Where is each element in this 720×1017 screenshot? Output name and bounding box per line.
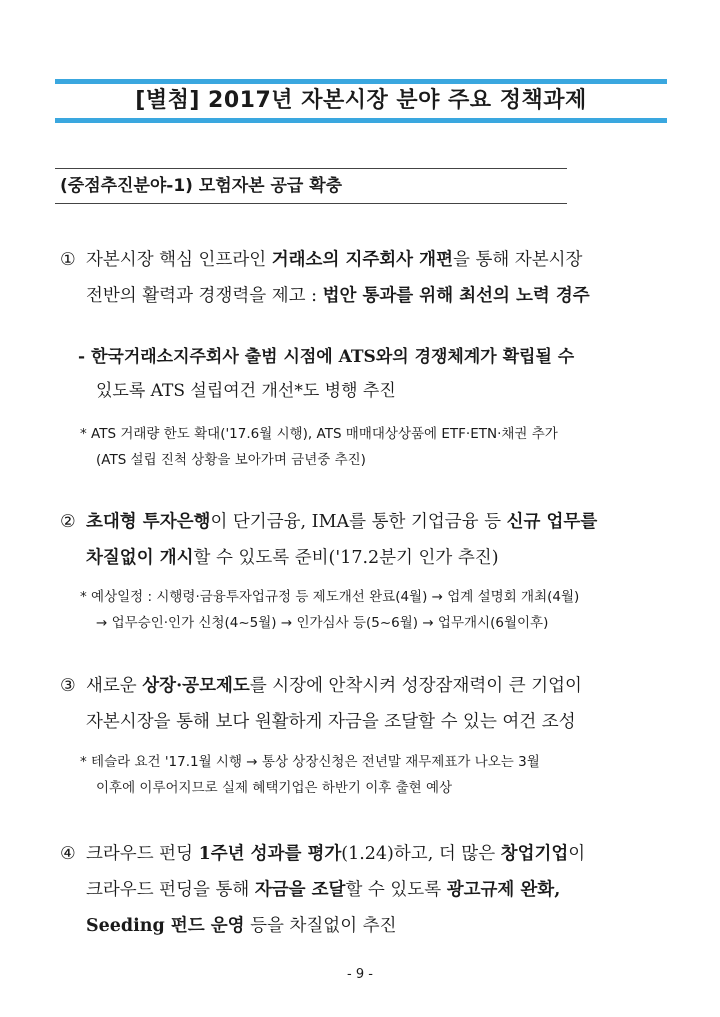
item-4 [60,836,670,944]
item-2-number: ② [60,512,76,532]
item-1-text: 을 통해 자본시장 [452,250,583,270]
item-4-number: ④ [60,844,76,864]
item-4-line-3 [60,908,670,944]
item-2-emphasis: 신규 업무를 [506,512,598,532]
item-1-number: ① [60,250,76,270]
item-3 [60,668,670,740]
item-4-text: 크라우드 펀딩 [86,844,199,864]
item-3-number: ③ [60,676,76,696]
item-3-note-line-2: 이후에 이루어지므로 실제 혜택기업은 하반기 이후 출현 예상 [96,780,453,796]
item-1 [60,242,670,314]
item-4-text: 이 [568,844,586,864]
item-2-line-1 [60,504,670,540]
item-4-emphasis: 광고규제 완화, [446,880,561,900]
item-2-text: 할 수 있도록 준비('17.2분기 인가 추진) [193,548,499,568]
title-top-rule [55,79,667,84]
title-bottom-rule [55,118,667,123]
item-1-text: 자본시장 핵심 인프라인 [86,250,272,270]
section-top-rule [55,168,567,169]
item-2-text: 이 단기금융, IMA를 통한 기업금융 등 [210,512,507,532]
item-4-text: 등을 차질없이 추진 [244,916,397,936]
item-4-text: (1.24)하고, 더 많은 [341,844,501,864]
item-1-emphasis: 법안 통과를 위해 최선의 노력 경주 [322,286,590,306]
page-number: - 9 - [347,967,373,982]
item-4-emphasis: 1주년 성과를 평가 [198,844,342,864]
item-1-sub-point [78,340,673,408]
item-1-note-line-2: (ATS 설립 진척 상황을 보아가며 금년중 추진) [96,452,366,468]
item-2 [60,504,670,576]
item-4-text: 할 수 있도록 [345,880,447,900]
item-4-line-2 [60,872,670,908]
section-heading: (중점추진분야-1) 모험자본 공급 확충 [60,176,343,196]
item-1-sub-line-2: 있도록 ATS 설립여건 개선*도 병행 추진 [96,381,396,401]
item-2-note-line-2: → 업무승인·인가 신청(4~5월) → 인가심사 등(5~6월) → 업무개시(6월이후) [96,615,549,631]
item-1-note-line-1: * ATS 거래량 한도 확대('17.6월 시행), ATS 매매대상상품에 ETF·ETN·채권 추가 [80,426,558,442]
item-1-emphasis: 거래소의 지주회사 개편 [271,250,453,270]
item-3-note-line-1: * 테슬라 요건 '17.1월 시행 → 통상 상장신청은 전년말 재무제표가 나오는 3월 [80,754,540,770]
item-2-note-line-1: * 예상일정 : 시행령·금융투자업규정 등 제도개선 완료(4월) → 업계 설명회 개최(4월) [80,589,580,605]
item-2-emphasis: 초대형 투자은행 [86,512,211,532]
item-1-note [80,421,680,473]
item-3-line-1 [60,668,670,704]
item-4-line-1 [60,836,670,872]
item-3-text: 를 시장에 안착시켜 성장잠재력이 큰 기업이 [249,676,582,696]
item-2-note [80,584,680,636]
item-3-emphasis: 상장·공모제도 [142,676,250,696]
item-3-line-2: 자본시장을 통해 보다 원활하게 자금을 조달할 수 있는 여건 조성 [86,712,576,732]
item-4-emphasis: 자금을 조달 [254,880,346,900]
item-4-text: 크라우드 펀딩을 통해 [86,880,255,900]
item-4-emphasis: 창업기업 [500,844,569,864]
item-3-note [80,749,680,801]
item-1-line-2 [60,278,670,314]
item-4-emphasis: Seeding 펀드 운영 [86,916,245,936]
page-title: [별첨] 2017년 자본시장 분야 주요 정책과제 [135,88,587,113]
item-1-sub-line-1: - 한국거래소지주회사 출범 시점에 ATS와의 경쟁체계가 확립될 수 [78,347,575,367]
item-1-line-1 [60,242,670,278]
item-2-emphasis: 차질없이 개시 [86,548,194,568]
item-1-text: 전반의 활력과 경쟁력을 제고 : [86,286,323,306]
item-3-text: 새로운 [86,676,143,696]
item-2-line-2 [60,540,670,576]
section-bottom-rule [55,203,567,204]
